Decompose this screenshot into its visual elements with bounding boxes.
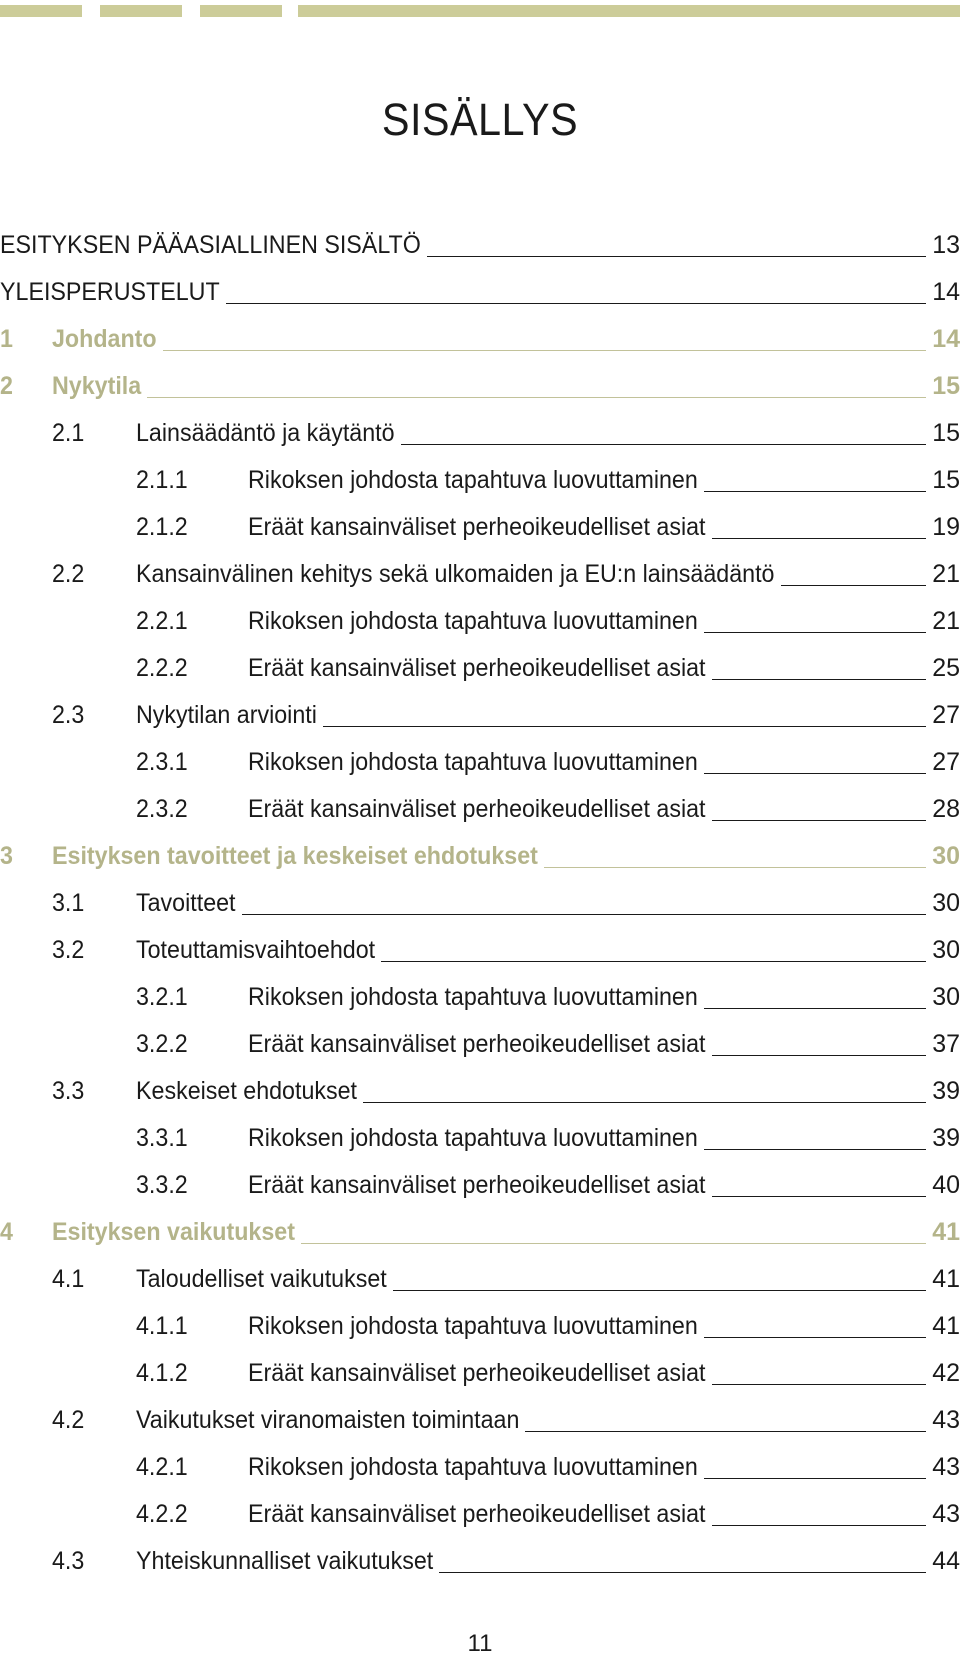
toc-entry-label: Rikoksen johdosta tapahtuva luovuttaminen xyxy=(248,466,698,494)
toc-entry-page: 30 xyxy=(932,889,960,917)
toc-entry[interactable] xyxy=(0,1072,960,1112)
toc-leader-line xyxy=(704,491,926,492)
toc-entry[interactable] xyxy=(0,978,960,1018)
toc-entry-page: 43 xyxy=(932,1453,960,1481)
toc-entry[interactable] xyxy=(0,931,960,971)
toc-leader-line xyxy=(393,1290,926,1291)
toc-leader-line xyxy=(712,1525,926,1526)
toc-entry-page: 41 xyxy=(932,1218,960,1246)
toc-entry-page: 15 xyxy=(932,419,960,447)
toc-entry[interactable] xyxy=(0,1495,960,1535)
toc-entry-page: 44 xyxy=(932,1547,960,1575)
toc-entry[interactable] xyxy=(0,1307,960,1347)
toc-entry-number: 2.1 xyxy=(52,419,85,447)
toc-leader-line xyxy=(544,867,926,868)
toc-entry-page: 42 xyxy=(932,1359,960,1387)
toc-leader-line xyxy=(226,303,926,304)
toc-entry-label: Rikoksen johdosta tapahtuva luovuttaminen xyxy=(248,1453,698,1481)
toc-entry[interactable] xyxy=(0,743,960,783)
top-bar-segment-3 xyxy=(200,5,282,17)
toc-entry-label: Tavoitteet xyxy=(136,889,236,917)
toc-entry-label: Rikoksen johdosta tapahtuva luovuttaminen xyxy=(248,1124,698,1152)
toc-entry[interactable] xyxy=(0,1260,960,1300)
toc-entry-page: 30 xyxy=(932,936,960,964)
toc-entry-label: Eräät kansainväliset perheoikeudelliset asiat xyxy=(248,1500,706,1528)
toc-entry-page: 30 xyxy=(932,983,960,1011)
toc-entry-label: Eräät kansainväliset perheoikeudelliset asiat xyxy=(248,1171,706,1199)
toc-entry[interactable] xyxy=(0,367,960,407)
toc-entry-number: 1 xyxy=(0,325,13,353)
toc-entry-page: 25 xyxy=(932,654,960,682)
toc-leader-line xyxy=(704,1337,926,1338)
toc-entry-page: 15 xyxy=(932,466,960,494)
toc-entry-page: 27 xyxy=(932,748,960,776)
top-bar-segment-2 xyxy=(100,5,182,17)
toc-entry[interactable] xyxy=(0,555,960,595)
toc-entry-number: 2.3 xyxy=(52,701,85,729)
toc-entry-number: 3.3 xyxy=(52,1077,85,1105)
toc-leader-line xyxy=(712,1055,926,1056)
toc-entry-number: 3.3.1 xyxy=(136,1124,188,1152)
toc-entry[interactable] xyxy=(0,320,960,360)
toc-entry-page: 41 xyxy=(932,1312,960,1340)
toc-leader-line xyxy=(439,1572,926,1573)
toc-entry-page: 40 xyxy=(932,1171,960,1199)
toc-entry-number: 3.2 xyxy=(52,936,85,964)
toc-entry-page: 15 xyxy=(932,372,960,400)
toc-entry-number: 3.1 xyxy=(52,889,85,917)
toc-entry[interactable] xyxy=(0,1448,960,1488)
toc-entry[interactable] xyxy=(0,414,960,454)
toc-entry[interactable] xyxy=(0,1354,960,1394)
toc-entry-page: 43 xyxy=(932,1406,960,1434)
toc-entry-page: 37 xyxy=(932,1030,960,1058)
toc-leader-line xyxy=(323,726,926,727)
toc-leader-line xyxy=(401,444,926,445)
toc-leader-line xyxy=(163,350,926,351)
toc-entry-number: 4 xyxy=(0,1218,13,1246)
toc-leader-line xyxy=(427,256,926,257)
toc-entry-number: 3.2.2 xyxy=(136,1030,188,1058)
toc-leader-line xyxy=(147,397,926,398)
toc-entry-page: 39 xyxy=(932,1124,960,1152)
toc-entry-number: 4.2 xyxy=(52,1406,85,1434)
toc-entry-label: Esityksen vaikutukset xyxy=(52,1218,295,1246)
toc-entry[interactable] xyxy=(0,461,960,501)
toc-entry-page: 41 xyxy=(932,1265,960,1293)
toc-entry[interactable] xyxy=(0,273,960,313)
toc-entry[interactable] xyxy=(0,1119,960,1159)
toc-entry-number: 4.2.2 xyxy=(136,1500,188,1528)
toc-leader-line xyxy=(363,1102,926,1103)
toc-leader-line xyxy=(781,585,927,586)
toc-leader-line xyxy=(242,914,926,915)
toc-leader-line xyxy=(712,820,926,821)
toc-entry-label: Rikoksen johdosta tapahtuva luovuttaminen xyxy=(248,1312,698,1340)
toc-entry[interactable] xyxy=(0,226,960,266)
toc-entry[interactable] xyxy=(0,508,960,548)
toc-entry-label: Eräät kansainväliset perheoikeudelliset asiat xyxy=(248,1359,706,1387)
toc-entry-label: Eräät kansainväliset perheoikeudelliset asiat xyxy=(248,513,706,541)
toc-entry-label: Rikoksen johdosta tapahtuva luovuttaminen xyxy=(248,983,698,1011)
toc-leader-line xyxy=(712,1196,926,1197)
toc-entry[interactable] xyxy=(0,602,960,642)
toc-entry-number: 2.2.1 xyxy=(136,607,188,635)
toc-entry[interactable] xyxy=(0,790,960,830)
toc-entry-page: 39 xyxy=(932,1077,960,1105)
toc-entry-label: Esityksen tavoitteet ja keskeiset ehdotukset xyxy=(52,842,538,870)
toc-entry-page: 19 xyxy=(932,513,960,541)
toc-entry-number: 3 xyxy=(0,842,13,870)
toc-entry-label: Kansainvälinen kehitys sekä ulkomaiden ja EU:n lainsäädäntö xyxy=(136,560,775,588)
toc-entry-label: Nykytilan arviointi xyxy=(136,701,317,729)
toc-entry-number: 4.3 xyxy=(52,1547,85,1575)
toc-entry-label: Nykytila xyxy=(52,372,142,400)
toc-entry-page: 14 xyxy=(932,325,960,353)
toc-entry-label: Toteuttamisvaihtoehdot xyxy=(136,936,376,964)
toc-entry-number: 4.2.1 xyxy=(136,1453,188,1481)
toc-leader-line xyxy=(712,679,926,680)
toc-entry-page: 14 xyxy=(932,278,960,306)
toc-entry-number: 2.1.2 xyxy=(136,513,188,541)
toc-entry[interactable] xyxy=(0,696,960,736)
toc-leader-line xyxy=(381,961,926,962)
toc-entry-number: 4.1.1 xyxy=(136,1312,188,1340)
page-number: 11 xyxy=(467,1630,493,1657)
toc-entry-label: Eräät kansainväliset perheoikeudelliset asiat xyxy=(248,1030,706,1058)
toc-entry[interactable] xyxy=(0,1166,960,1206)
top-bar-segment-4 xyxy=(298,5,960,17)
toc-entry-number: 2.2.2 xyxy=(136,654,188,682)
toc-entry-number: 2.3.1 xyxy=(136,748,188,776)
toc-entry-page: 43 xyxy=(932,1500,960,1528)
toc-entry-label: Rikoksen johdosta tapahtuva luovuttaminen xyxy=(248,748,698,776)
toc-entry-page: 13 xyxy=(932,231,960,259)
toc-entry-label: Lainsäädäntö ja käytäntö xyxy=(136,419,395,447)
toc-entry[interactable] xyxy=(0,1401,960,1441)
toc-entry[interactable] xyxy=(0,1542,960,1582)
toc-entry-page: 27 xyxy=(932,701,960,729)
toc-entry-number: 3.3.2 xyxy=(136,1171,188,1199)
toc-entry-label: Eräät kansainväliset perheoikeudelliset asiat xyxy=(248,795,706,823)
toc-entry-label: ESITYKSEN PÄÄASIALLINEN SISÄLTÖ xyxy=(0,231,421,259)
toc-leader-line xyxy=(525,1431,926,1432)
page-title: SISÄLLYS xyxy=(381,94,579,145)
toc-entry[interactable] xyxy=(0,1025,960,1065)
toc-leader-line xyxy=(704,1478,926,1479)
toc-entry-label: Taloudelliset vaikutukset xyxy=(136,1265,387,1293)
top-bar-segment-1 xyxy=(0,5,82,17)
toc-entry-page: 30 xyxy=(932,842,960,870)
toc-entry[interactable] xyxy=(0,884,960,924)
toc-entry-number: 2.1.1 xyxy=(136,466,188,494)
toc-entry-label: Rikoksen johdosta tapahtuva luovuttaminen xyxy=(248,607,698,635)
toc-entry-label: Keskeiset ehdotukset xyxy=(136,1077,358,1105)
toc-entry-number: 2 xyxy=(0,372,13,400)
toc-leader-line xyxy=(712,1384,926,1385)
toc-entry-label: Eräät kansainväliset perheoikeudelliset asiat xyxy=(248,654,706,682)
toc-entry-page: 28 xyxy=(932,795,960,823)
toc-entry-number: 4.1 xyxy=(52,1265,85,1293)
toc-entry-number: 4.1.2 xyxy=(136,1359,188,1387)
toc-entry-number: 2.2 xyxy=(52,560,85,588)
toc-leader-line xyxy=(704,632,926,633)
toc-leader-line xyxy=(301,1243,926,1244)
toc-entry-label: Yhteiskunnalliset vaikutukset xyxy=(136,1547,434,1575)
toc-entry[interactable] xyxy=(0,1213,960,1253)
toc-entry-page: 21 xyxy=(932,607,960,635)
toc-leader-line xyxy=(712,538,926,539)
toc-entry-page: 21 xyxy=(932,560,960,588)
toc-leader-line xyxy=(704,1008,926,1009)
toc-entry[interactable] xyxy=(0,649,960,689)
toc-entry-label: Vaikutukset viranomaisten toimintaan xyxy=(136,1406,520,1434)
toc-entry-label: Johdanto xyxy=(52,325,157,353)
toc-leader-line xyxy=(704,1149,926,1150)
toc-entry-number: 2.3.2 xyxy=(136,795,188,823)
toc-entry[interactable] xyxy=(0,837,960,877)
toc-entry-number: 3.2.1 xyxy=(136,983,188,1011)
toc-leader-line xyxy=(704,773,926,774)
toc-entry-label: YLEISPERUSTELUT xyxy=(0,278,220,306)
